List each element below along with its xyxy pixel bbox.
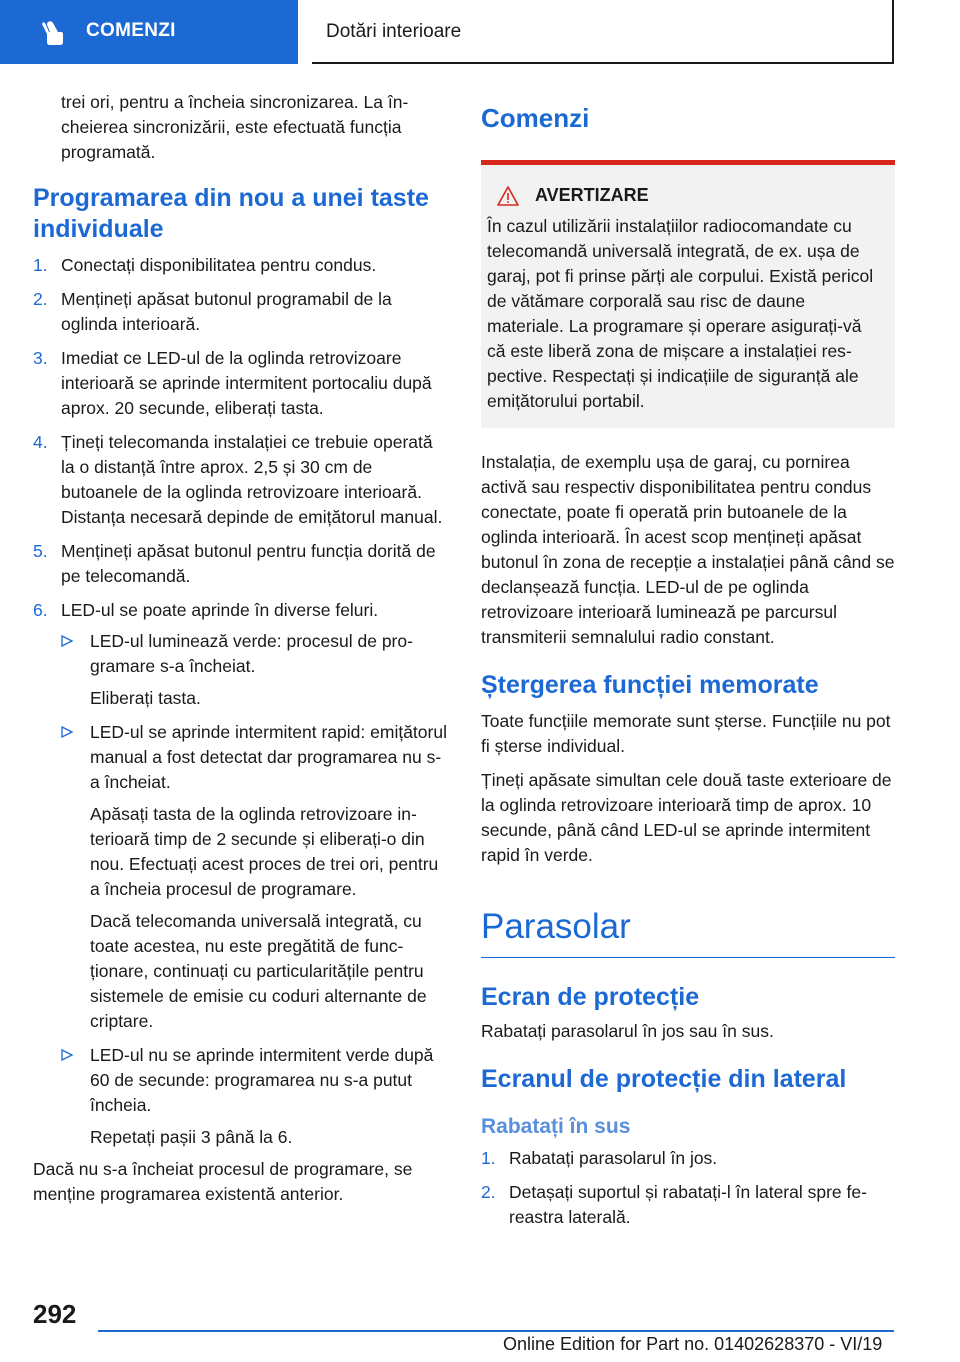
triangle-bullet-icon (61, 726, 73, 738)
closing-paragraph: Dacă nu s-a încheiat procesul de programare, se menține programarea existentă anterior. (33, 1159, 413, 1204)
lateral-steps (481, 1146, 895, 1230)
list-item: 1. Conectați disponibilitatea pentru condus. (33, 255, 377, 275)
section-tab[interactable] (0, 0, 298, 64)
warning-text: În cazul utilizării instalațiilor radiocomandate cu telecomandă universală integrată, de ex. ușa de garaj, pot fi prinse părți ale corpului. Există pericol de vătămare corporală sau risc de daune materiale. La programare și operare asigurați-vă că este liberă zona de mișcare a instalației respective. Respectați și indicațiile de siguranță ale emițătorului portabil. (487, 216, 874, 411)
led-states-list (61, 629, 448, 1150)
chapter-heading: Comenzi (481, 103, 590, 133)
left-column (33, 90, 448, 1216)
list-item: 2. Detașați suportul și rabatați-l în lateral spre fereastra laterală. (481, 1182, 867, 1227)
chapter-tab (312, 0, 894, 64)
warning-triangle-icon (497, 186, 519, 206)
heading-ecran: Ecran de protecție (481, 983, 700, 1011)
right-column (481, 102, 895, 1239)
heading-reprogram: Programarea din nou a unei taste individuale (33, 184, 429, 243)
chapter-title: Dotări interioare (326, 21, 462, 42)
bullet-item: LED-ul nu se aprinde intermitent verde după 60 de secunde: programarea nu s-a putut încheia. Repetați pașii 3 până la 6. (61, 1043, 448, 1150)
bullet-item: LED-ul luminează verde: procesul de programare s-a încheiat. Eliberați tasta. (61, 629, 448, 711)
list-item: 6. LED-ul se poate aprinde în diverse feluri. LED-ul luminează verde: procesul de programare s-a încheiat. Eliberați tasta. LED-ul se aprinde intermitent rapid: emițătorul manual a fost detectat dar programarea nu s-a încheiat. Apăsați tasta de la oglinda retrovizoare interioară timp de 2 secunde și eliberați-o din nou. Efectuați acest proces de trei ori, pentru a încheia procesul de programare. Dacă telecomanda universală integrată, cu toate acestea, nu este pregătită de funcționare, continuați cu particularitățile pentru sistemele de emisie cu coduri alternante de criptare. LED-ul nu se aprinde intermitent verde după 60 de secunde: programarea nu s-a putut încheia. Repetați pașii 3 până la 6. (33, 598, 448, 1150)
list-item: 4. Țineți telecomanda instalației ce trebuie operată la o distanță între aprox. 2,5 și 30 cm de butoanele de la oglinda retrovizoare interioară. Distanța necesară depinde de emițătorul manual. (33, 432, 443, 527)
list-item: 3. Imediat ce LED-ul de la oglinda retrovizoare interioară se aprinde intermitent portocaliu după aprox. 20 secunde, eliberați tasta. (33, 348, 432, 418)
bullet-item: LED-ul se aprinde intermitent rapid: emițătorul manual a fost detectat dar programarea nu s-a încheiat. Apăsați tasta de la oglinda retrovizoare interioară timp de 2 secunde și eliberați-o din nou. Efectuați acest proces de trei ori, pentru a încheia procesul de programare. Dacă telecomanda universală integrată, cu toate acestea, nu este pregătită de funcționare, continuați cu particularitățile pentru sistemele de emisie cu coduri alternante de criptare. (61, 720, 448, 1034)
delete-paragraph-2: Țineți apăsate simultan cele două taste exterioare de la oglinda retrovizoare interioară timp de aprox. 10 secunde, până când LED-ul se aprinde intermitent rapid în verde. (481, 770, 892, 865)
intro-paragraph: trei ori, pentru a încheia sincronizarea. La încheierea sincronizării, este efectuată funcția programată. (61, 92, 409, 162)
footer-divider (98, 1330, 894, 1332)
edition-text: Online Edition for Part no. 01402628370 - VI/19 (503, 1334, 883, 1354)
heading-parasolar: Parasolar (481, 907, 895, 958)
heading-lateral: Ecranul de protecție din lateral (481, 1065, 847, 1093)
ecran-paragraph: Rabatați parasolarul în jos sau în sus. (481, 1021, 774, 1041)
heading-rabatati: Rabatați în sus (481, 1115, 631, 1138)
list-item: 1. Rabatați parasolarul în jos. (481, 1148, 718, 1168)
list-item: 5. Mențineți apăsat butonul pentru funcția dorită de pe telecomandă. (33, 541, 436, 586)
hand-pointer-icon (38, 20, 66, 46)
section-tab-label: COMENZI (86, 20, 176, 41)
triangle-bullet-icon (61, 1049, 73, 1061)
triangle-bullet-icon (61, 635, 73, 647)
reprogram-steps (33, 253, 448, 1150)
list-item: 2. Mențineți apăsat butonul programabil de la oglinda interioară. (33, 289, 392, 334)
operation-paragraph: Instalația, de exemplu ușa de garaj, cu pornirea activă sau respectiv disponibilitatea pentru condus conectate, poate fi operată prin butoanele de la oglinda interioară. În acest scop mențineți apăsat butonul în zona de recepție a instalației până când se declanșează funcția. LED-ul de pe oglinda retrovizoare interioară luminează pe parcursul transmiterii semnalului radio constant. (481, 452, 895, 647)
page-number: 292 (33, 1299, 77, 1329)
warning-box (481, 160, 895, 428)
delete-paragraph-1: Toate funcțiile memorate sunt șterse. Funcțiile nu pot fi șterse individual. (481, 711, 891, 756)
heading-delete: Ștergerea funcției memorate (481, 671, 819, 699)
warning-title: AVERTIZARE (535, 185, 649, 205)
